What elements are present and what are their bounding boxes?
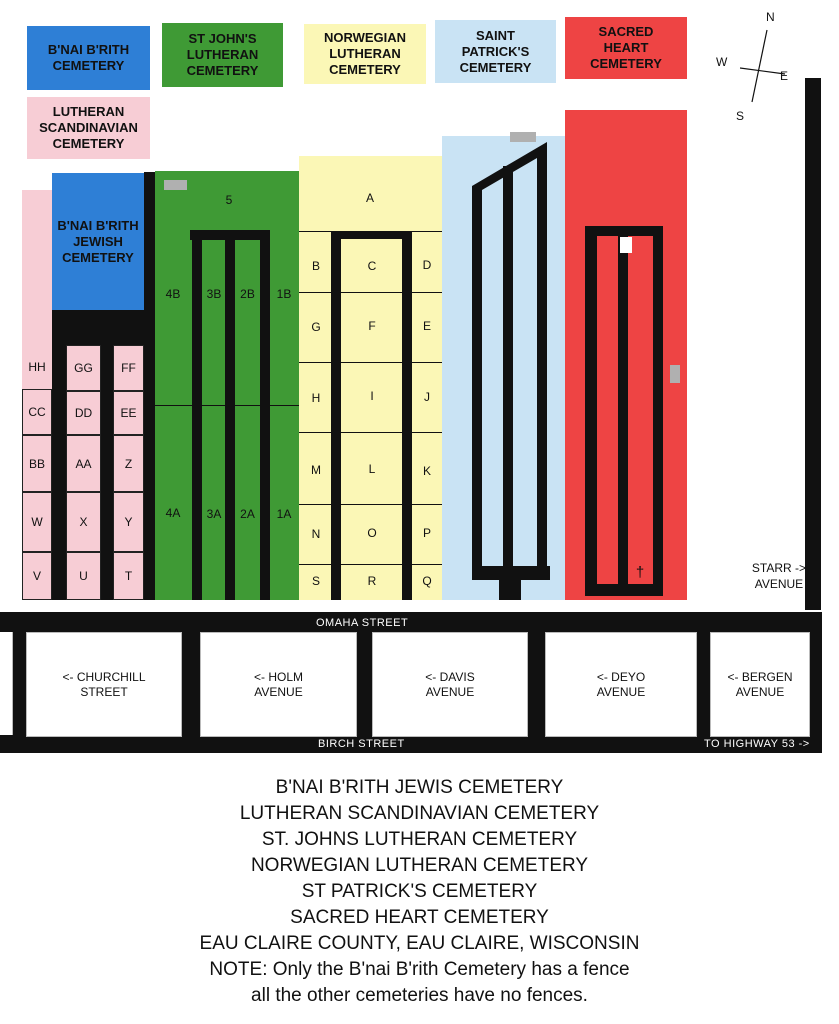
- plot-hh: HH: [28, 360, 46, 374]
- plot-f: F: [368, 319, 376, 333]
- holm-avenue-label: <- HOLM AVENUE: [253, 669, 303, 699]
- starr-avenue-road: [805, 78, 821, 610]
- plot-t: T: [113, 552, 144, 600]
- plot-n: N: [311, 527, 321, 541]
- legend-st-johns-label: ST JOHN'S LUTHERAN CEMETERY: [186, 31, 259, 78]
- plot-dd: DD: [66, 391, 101, 435]
- plot-h: H: [311, 391, 321, 405]
- sacred-heart-road-mid: [618, 226, 628, 596]
- norwegian-row-line-6: [299, 564, 442, 565]
- legend-sacred-heart: [565, 17, 687, 79]
- plot-bb: BB: [22, 435, 52, 492]
- plot-z: Z: [113, 435, 144, 492]
- bnai-brith-map-label: B'NAI B'RITH JEWISH CEMETERY: [57, 217, 139, 265]
- scandinavian-frame-right: [144, 172, 155, 600]
- scandinavian-frame-left: [52, 310, 66, 600]
- legend-saint-patricks: [435, 20, 556, 83]
- sacred-heart-chapel: [620, 237, 632, 253]
- plot-2a: 2A: [240, 507, 255, 521]
- saint-patricks-roads: [442, 136, 565, 600]
- legend-bnai-brith: [27, 26, 150, 90]
- block-holm: [200, 632, 357, 737]
- sacred-heart-road-left: [585, 226, 597, 596]
- omaha-street-label: OMAHA STREET: [316, 617, 409, 629]
- plot-j: J: [424, 390, 430, 404]
- legend-norwegian: [304, 24, 426, 84]
- plot-s: S: [311, 574, 320, 588]
- block-davis: [372, 632, 528, 737]
- block-churchill: [26, 632, 182, 737]
- st-johns-road-2: [225, 230, 235, 600]
- plot-v: V: [22, 552, 52, 600]
- caption-line-3: ST. JOHNS LUTHERAN CEMETERY: [261, 829, 578, 850]
- norwegian-road-left: [331, 231, 341, 600]
- plot-k: K: [422, 464, 431, 478]
- st-johns-road-1: [192, 230, 202, 600]
- starr-avenue-label: [736, 559, 806, 593]
- plot-cc: CC: [22, 389, 52, 435]
- legend-saint-patricks-label: SAINT PATRICK'S CEMETERY: [459, 27, 532, 75]
- churchill-street-road: [180, 612, 200, 753]
- compass-west: W: [716, 55, 728, 69]
- sacred-heart-road-bottom: [585, 584, 663, 596]
- plot-b: B: [311, 259, 320, 273]
- deyo-avenue-label: <- DEYO AVENUE: [596, 669, 646, 699]
- caption-line-7: EAU CLAIRE COUNTY, EAU CLAIRE, WISCONSIN: [199, 933, 640, 954]
- legend-norwegian-label: NORWEGIAN LUTHERAN CEMETERY: [323, 30, 407, 77]
- plot-ff: FF: [113, 345, 144, 391]
- legend-st-johns: [162, 23, 283, 87]
- plot-5: 5: [225, 193, 233, 207]
- plot-m: M: [311, 463, 321, 477]
- caption-line-4: NORWEGIAN LUTHERAN CEMETERY: [250, 855, 589, 876]
- block-deyo: [545, 632, 697, 737]
- churchill-street-label: <- CHURCHILL STREET: [62, 669, 146, 699]
- caption-line-6: SACRED HEART CEMETERY: [290, 907, 549, 928]
- cross-icon: †: [635, 563, 645, 581]
- plot-a: A: [365, 191, 374, 205]
- plot-l: L: [368, 462, 376, 476]
- plot-3b: 3B: [206, 287, 222, 301]
- plot-1a: 1A: [276, 507, 292, 521]
- holm-avenue-road: [355, 612, 372, 753]
- norwegian-row-line-3: [299, 362, 442, 363]
- bergen-avenue-label: <- BERGEN AVENUE: [727, 669, 793, 699]
- plot-q: Q: [422, 574, 432, 588]
- block-left-edge: [0, 632, 13, 735]
- plot-r: R: [367, 574, 377, 588]
- avenue-left-road: [12, 612, 26, 753]
- davis-avenue-label: <- DAVIS AVENUE: [425, 669, 475, 699]
- plot-4a: 4A: [165, 506, 181, 520]
- plot-o: O: [367, 526, 377, 540]
- compass-east: E: [780, 69, 789, 83]
- norwegian-row-line-5: [299, 504, 442, 505]
- plot-x: X: [66, 492, 101, 552]
- bergen-avenue-road: [808, 612, 822, 753]
- plot-c: C: [367, 259, 377, 273]
- caption-line-5: ST PATRICK'S CEMETERY: [301, 881, 538, 902]
- plot-1b: 1B: [276, 287, 292, 301]
- legend-lutheran-scandinavian-label: LUTHERAN SCANDINAVIAN CEMETERY: [39, 104, 138, 151]
- legend-bnai-brith-label: B'NAI B'RITH CEMETERY: [47, 42, 130, 73]
- plot-e: E: [422, 319, 431, 333]
- plot-p: P: [422, 526, 431, 540]
- highway-53-label: TO HIGHWAY 53 ->: [704, 738, 810, 750]
- plot-i: I: [370, 389, 374, 403]
- norwegian-road-right: [402, 231, 412, 600]
- plot-aa: AA: [66, 435, 101, 492]
- compass-rose: [740, 20, 800, 110]
- sacred-heart-gate: [670, 365, 680, 383]
- caption-line-8: NOTE: Only the B'nai B'rith Cemetery has a fence: [209, 959, 630, 980]
- bnai-left-edge: [52, 173, 54, 310]
- st-johns-gate: [164, 180, 187, 190]
- plot-g: G: [311, 320, 321, 334]
- sacred-heart-road-right: [653, 226, 663, 596]
- davis-avenue-road: [526, 612, 545, 753]
- plot-ee: EE: [113, 391, 144, 435]
- plot-4b: 4B: [165, 287, 181, 301]
- plot-d: D: [422, 258, 432, 272]
- plot-y: Y: [113, 492, 144, 552]
- st-johns-road-3: [260, 230, 270, 600]
- norwegian-row-line-2: [299, 292, 442, 293]
- st-johns-divider: [155, 405, 299, 406]
- plot-w: W: [22, 492, 52, 552]
- scandinavian-frame-mid: [101, 340, 113, 600]
- norwegian-road-top: [331, 231, 412, 239]
- block-bergen: [710, 632, 810, 737]
- legend-lutheran-scandinavian: [27, 97, 150, 159]
- bnai-brith-cemetery: [52, 173, 144, 310]
- norwegian-row-line-4: [299, 432, 442, 433]
- birch-street-label: BIRCH STREET: [318, 738, 405, 750]
- plot-gg: GG: [66, 345, 101, 391]
- caption-line-9: all the other cemeteries have no fences.: [251, 985, 588, 1006]
- legend-sacred-heart-label: SACRED HEART CEMETERY: [590, 24, 662, 71]
- caption-line-1: B'NAI B'RITH JEWIS CEMETERY: [275, 777, 564, 798]
- plot-u: U: [66, 552, 101, 600]
- caption-line-2: LUTHERAN SCANDINAVIAN CEMETERY: [239, 803, 600, 824]
- compass-north: N: [766, 10, 775, 24]
- plot-2b: 2B: [240, 287, 255, 301]
- plot-3a: 3A: [206, 507, 222, 521]
- deyo-avenue-road: [695, 612, 710, 753]
- compass-south: S: [736, 109, 745, 123]
- starr-avenue-text: STARR -> AVENUE: [751, 561, 806, 591]
